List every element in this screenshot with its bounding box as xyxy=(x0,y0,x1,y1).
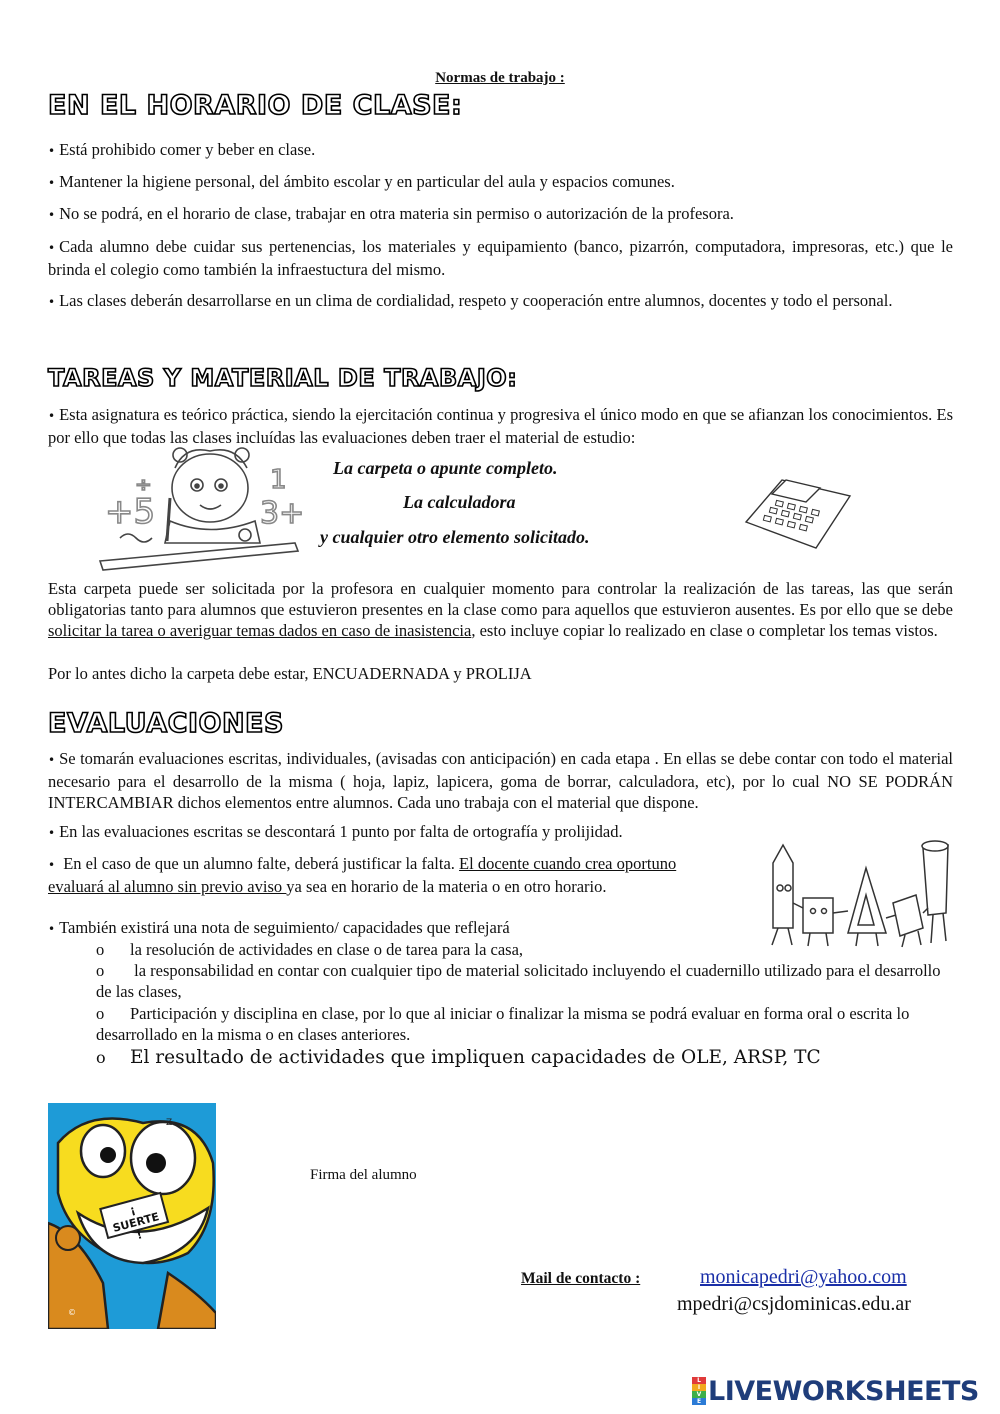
evaluacion-item: • Se tomarán evaluaciones escritas, individuales, (avisadas con anticipación) en cada etapa . En ellas se debe contar con todo el material necesario para el desarrollo de la misma ( hoja, lapiz, lapicera, goma de borrar, calculadora, etc), por lo cual NO SE PODRÁN INTERCAMBIAR dichos elementos entre alumnos. Cada uno trabaja con el material que dispone. xyxy=(48,748,953,813)
svg-text:Z: Z xyxy=(166,1118,173,1128)
material-carpeta: La carpeta o apunte completo. xyxy=(333,458,558,478)
signature-label: Firma del alumno xyxy=(310,1167,417,1183)
svg-text:÷: ÷ xyxy=(135,472,152,496)
material-calculadora: La calculadora xyxy=(403,492,516,512)
svg-text:1: 1 xyxy=(270,465,287,495)
badge-letter: V xyxy=(692,1391,706,1398)
section-heading-horario: EN EL HORARIO DE CLASE: xyxy=(48,90,463,121)
rule-item: • Está prohibido comer y beber en clase. xyxy=(48,139,953,162)
sub-item-text: la responsabilidad en contar con cualquier tipo de material solicitado incluyendo el cuadernillo utilizado para el desarrollo de las clases, xyxy=(96,961,941,1001)
rule-item: • Las clases deberán desarrollarse en un clima de cordialidad, respeto y cooperación entre alumnos, docentes y todo el personal. xyxy=(48,290,953,313)
sub-item-text: El resultado de actividades que impliquen capacidades de OLE, ARSP, TC xyxy=(130,1047,821,1068)
rule-item: • Cada alumno debe cuidar sus pertenencias, los materiales y equipamiento (banco, pizarrón, computadora, impresoras, etc.) que le brinda el colegio como también la infraestuctura del mismo. xyxy=(48,236,953,280)
sub-item-text: la resolución de actividades en clase o de tarea para la casa, xyxy=(130,940,524,959)
badge-letter: L xyxy=(692,1377,706,1384)
rule-item: • No se podrá, en el horario de clase, trabajar en otra materia sin permiso o autorización de la profesora. xyxy=(48,203,953,226)
page-title: Normas de trabajo : xyxy=(435,70,565,86)
seguimiento-item xyxy=(96,1046,956,1070)
carpeta-text-1: Esta carpeta puede ser solicitada por la profesora en cualquier momento para controlar la realización de las tareas, las que serán obligatorias tanto para alumnos que estuvieron presentes en la clase como para aquellos que estuvieron ausentes. Es por ello que se debe xyxy=(48,579,953,619)
suerte-cartoon xyxy=(48,1103,216,1329)
evaluacion-item: • En las evaluaciones escritas se descontará 1 punto por falta de ortografía y prolijidad. xyxy=(48,821,953,844)
live-badge-icon xyxy=(692,1377,706,1405)
inasistencia-note: solicitar la tarea o averiguar temas dados en caso de inasistencia xyxy=(48,621,472,640)
carpeta-requirement: Por lo antes dicho la carpeta debe estar, ENCUADERNADA y PROLIJA xyxy=(48,664,532,683)
sin-aviso-note: El docente cuando crea oportuno evaluará al alumno sin previo aviso xyxy=(48,854,677,896)
section-heading-evaluaciones: EVALUACIONES xyxy=(48,708,284,739)
sub-item-text: Participación y disciplina en clase, por lo que al iniciar o finalizar la misma se podrá evaluar en forma oral o escrita lo desarrollado en la misma o en clases anteriores. xyxy=(96,1004,910,1044)
student-drawing xyxy=(95,443,305,573)
sub-marker: o xyxy=(96,1048,106,1067)
email-school: mpedri@csjdominicas.edu.ar xyxy=(677,1293,911,1315)
school-supplies-drawing xyxy=(758,833,963,951)
falta-text-2: ya sea en horario de la materia o en otro horario. xyxy=(286,877,607,896)
evaluacion-item: • También existirá una nota de seguimiento/ capacidades que reflejará xyxy=(48,917,688,940)
seguimiento-item xyxy=(96,1003,956,1045)
falta-text: En el caso de que un alumno falte, deberá justificar la falta. xyxy=(63,854,460,873)
svg-text:©: © xyxy=(68,1308,76,1317)
svg-text:+5: +5 xyxy=(105,492,156,532)
section-heading-tareas: TAREAS Y MATERIAL DE TRABAJO: xyxy=(48,364,518,392)
calculator-drawing xyxy=(742,474,854,552)
seguimiento-item xyxy=(96,960,956,1002)
email-yahoo-link[interactable]: monicapedri@yahoo.com xyxy=(700,1266,907,1288)
brand-name: LIVEWORKSHEETS xyxy=(708,1375,979,1407)
contact-label: Mail de contacto : xyxy=(521,1270,641,1287)
seguimiento-item xyxy=(96,939,956,960)
svg-text:3+: 3+ xyxy=(260,496,305,531)
rule-item: • Mantener la higiene personal, del ámbito escolar y en particular del aula y espacios comunes. xyxy=(48,171,953,194)
liveworksheets-logo[interactable] xyxy=(692,1376,979,1406)
sub-marker: o xyxy=(96,1004,105,1023)
tareas-intro: • Esta asignatura es teórico práctica, siendo la ejercitación continua y progresiva el único modo en que se afianzan los conocimientos. Es por ello que todas las clases incluídas las evaluaciones deben traer el material de estudio: xyxy=(48,404,953,448)
material-otro: y cualquier otro elemento solicitado. xyxy=(320,527,590,547)
carpeta-paragraph xyxy=(48,578,953,641)
sub-marker: o xyxy=(96,940,105,959)
badge-letter: I xyxy=(692,1384,706,1391)
carpeta-text-2: , esto incluye copiar lo realizado en clase o completar los temas vistos. xyxy=(471,621,938,640)
badge-letter: E xyxy=(692,1398,706,1405)
sub-marker: o xyxy=(96,961,105,980)
suerte-sign-text: ¡ SUERTE ! xyxy=(111,1203,161,1242)
evaluacion-item xyxy=(48,853,688,897)
